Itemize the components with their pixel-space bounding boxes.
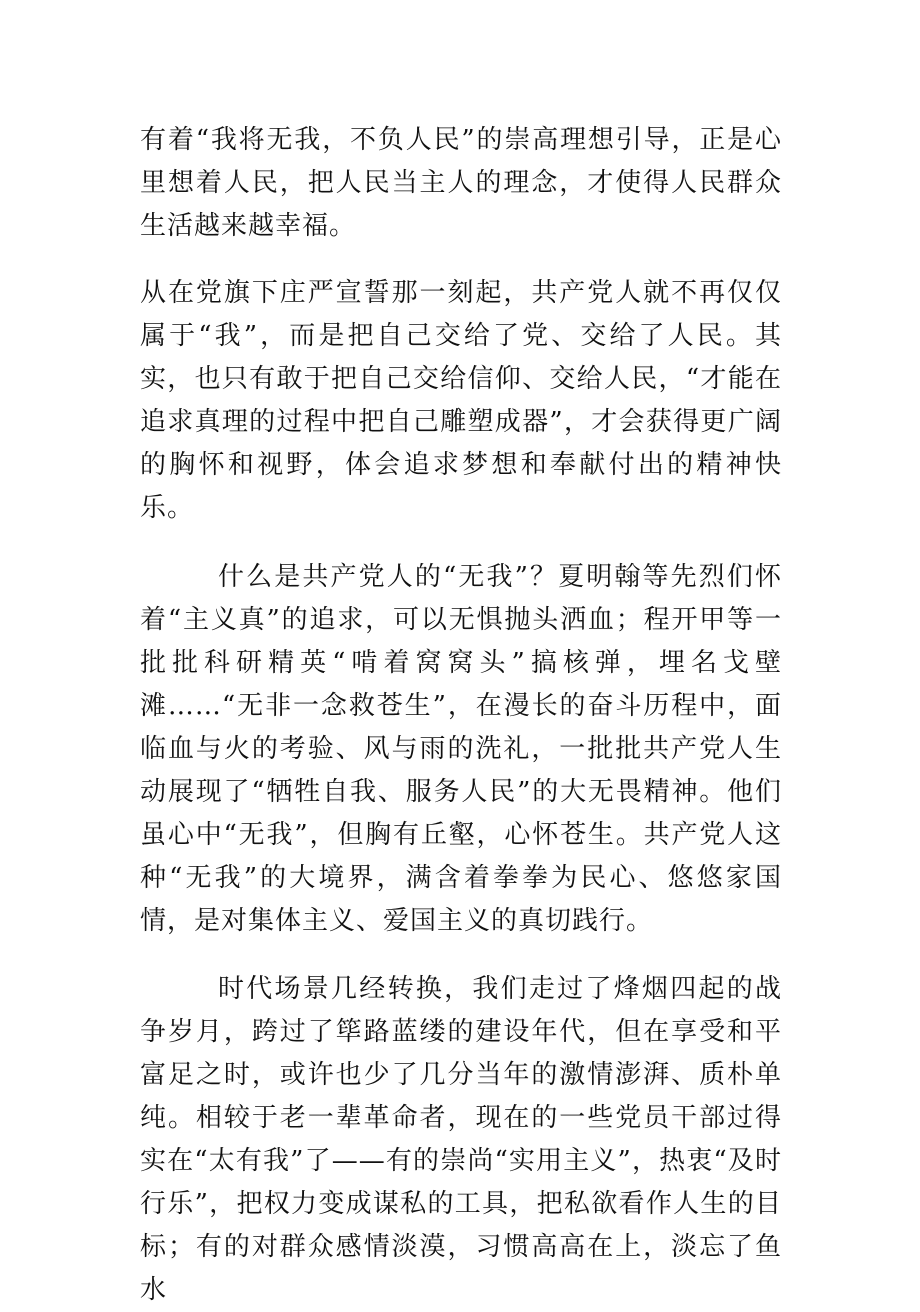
paragraph-2: 从在党旗下庄严宣誓那一刻起，共产党人就不再仅仅属于“我”，而是把自己交给了党、交给了人民。其实，也只有敢于把自己交给信仰、交给人民，“才能在追求真理的过程中把自己雕塑成器”，才会获得更广阔的胸怀和视野，体会追求梦想和奉献付出的精神快乐。: [140, 278, 782, 523]
document-body: [140, 119, 782, 1312]
paragraph-3: 什么是共产党人的“无我”？夏明翰等先烈们怀着“主义真”的追求，可以无惧抛头洒血；程开甲等一批批科研精英“啃着窝窝头”搞核弹，埋名戈壁滩……“无非一念救苍生”，在漫长的奋斗历程中，面临血与火的考验、风与雨的洗礼，一批批共产党人生动展现了“牺牲自我、服务人民”的大无畏精神。他们虽心中“无我”，但胸有丘壑，心怀苍生。共产党人这种“无我”的大境界，满含着拳拳为民心、悠悠家国情，是对集体主义、爱国主义的真切践行。: [140, 562, 782, 936]
paragraph-1: 有着“我将无我，不负人民”的崇高理想引导，正是心里想着人民，把人民当主人的理念，才使得人民群众生活越来越幸福。: [140, 125, 782, 241]
paragraph-4: 时代场景几经转换，我们走过了烽烟四起的战争岁月，跨过了筚路蓝缕的建设年代，但在享受和平富足之时，或许也少了几分当年的激情澎湃、质朴单纯。相较于老一辈革命者，现在的一些党员干部过得实在“太有我”了——有的崇尚“实用主义”，热衷“及时行乐”，把权力变成谋私的工具，把私欲看作人生的目标；有的对群众感情淡漠，习惯高高在上，淡忘了鱼水: [140, 974, 782, 1305]
